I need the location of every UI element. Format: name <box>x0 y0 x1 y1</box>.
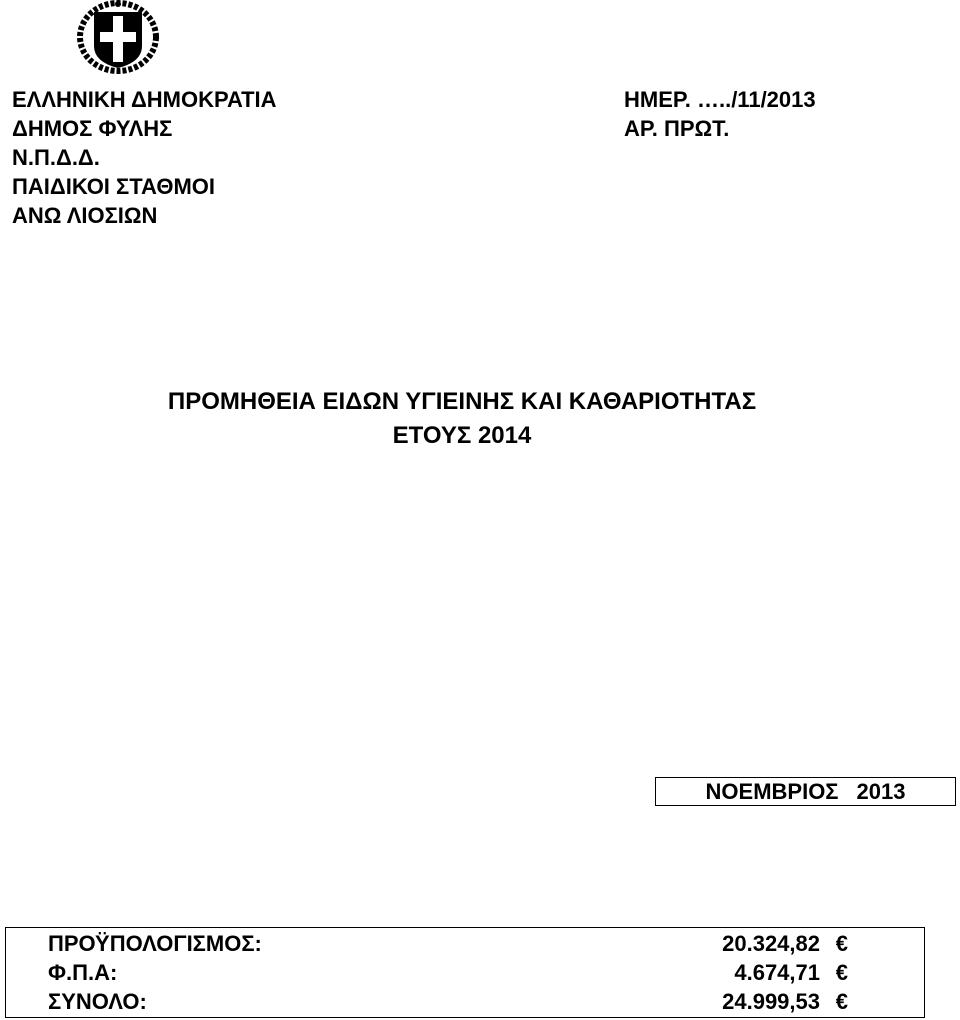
month-year: 2013 <box>856 779 906 804</box>
budget-box <box>5 927 925 1018</box>
budget-label: ΠΡΟΫΠΟΛΟΓΙΣΜΟΣ: <box>48 931 262 956</box>
vat-row <box>48 958 848 987</box>
issuer-line: Ν.Π.Δ.Δ. <box>12 145 100 170</box>
total-row <box>48 987 848 1016</box>
issuer-line: ΑΝΩ ΛΙΟΣΙΩΝ <box>12 203 158 228</box>
date-line: ΗΜΕΡ. …../11/2013 <box>624 87 816 112</box>
reference-block <box>624 85 816 143</box>
total-value: 24.999,53 <box>722 989 820 1014</box>
issuer-line: ΔΗΜΟΣ ΦΥΛΗΣ <box>12 116 173 141</box>
vat-label: Φ.Π.Α: <box>48 960 118 985</box>
euro-sign: € <box>835 960 848 985</box>
title-line-2: ΕΤΟΥΣ 2014 <box>392 422 532 449</box>
title-line-1: ΠΡΟΜΗΘΕΙΑ ΕΙΔΩΝ ΥΓΙΕΙΝΗΣ ΚΑΙ ΚΑΘΑΡΙΟΤΗΤΑΣ <box>167 388 757 415</box>
greek-coat-of-arms-emblem <box>74 0 162 74</box>
budget-row <box>48 929 848 958</box>
vat-value: 4.674,71 <box>734 960 820 985</box>
document-title <box>0 385 924 453</box>
month-box <box>655 777 956 806</box>
budget-value: 20.324,82 <box>722 931 820 956</box>
euro-sign: € <box>835 989 848 1014</box>
issuer-block <box>12 85 277 230</box>
euro-sign: € <box>835 931 848 956</box>
issuer-line: ΠΑΙΔΙΚΟΙ ΣΤΑΘΜΟΙ <box>12 174 215 199</box>
month-name: ΝΟΕΜΒΡΙΟΣ <box>705 779 839 804</box>
issuer-line: ΕΛΛΗΝΙΚΗ ΔΗΜΟΚΡΑΤΙΑ <box>12 87 277 112</box>
total-label: ΣΥΝΟΛΟ: <box>48 989 147 1014</box>
protocol-line: ΑΡ. ΠΡΩΤ. <box>624 116 730 141</box>
